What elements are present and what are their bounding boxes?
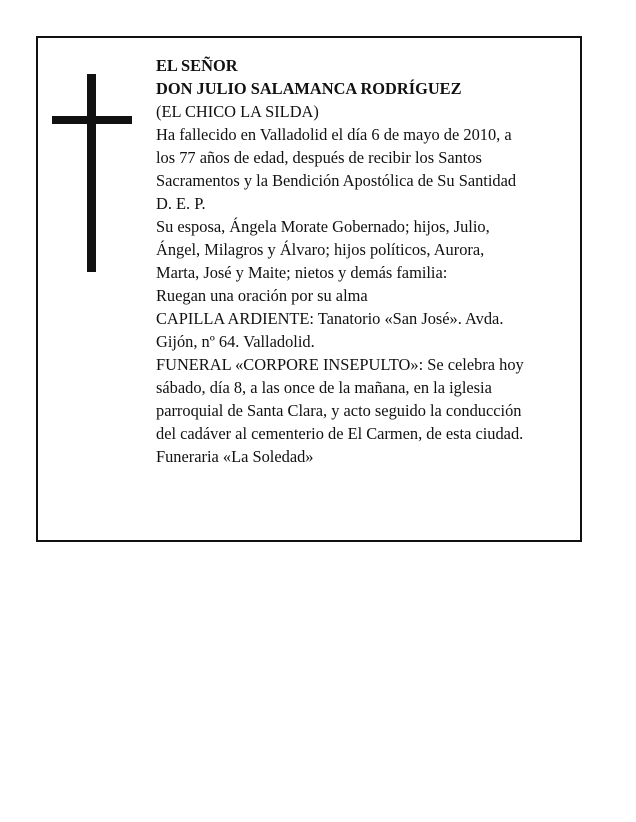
deceased-name: DON JULIO SALAMANCA RODRÍGUEZ: [156, 79, 462, 98]
notice-line: Marta, José y Maite; nietos y demás familia:: [156, 263, 448, 282]
notice-line: Su esposa, Ángela Morate Gobernado; hijos, Julio,: [156, 217, 490, 236]
notice-line: FUNERAL «CORPORE INSEPULTO»: Se celebra hoy: [156, 355, 524, 374]
obituary-text: [156, 54, 580, 468]
notice-line: Gijón, nº 64. Valladolid.: [156, 332, 315, 351]
notice-line: parroquial de Santa Clara, y acto seguido la conducción: [156, 401, 522, 420]
notice-line: Ha fallecido en Valladolid el día 6 de mayo de 2010, a: [156, 125, 512, 144]
notice-line: del cadáver al cementerio de El Carmen, de esta ciudad.: [156, 424, 524, 443]
obituary-notice: [36, 36, 582, 542]
deceased-nickname: (EL CHICO LA SILDA): [156, 102, 319, 121]
notice-line: Ruegan una oración por su alma: [156, 286, 368, 305]
notice-line: Sacramentos y la Bendición Apostólica de Su Santidad: [156, 171, 517, 190]
notice-line: Funeraria «La Soledad»: [156, 447, 314, 466]
title-line-1: EL SEÑOR: [156, 56, 238, 75]
notice-line: D. E. P.: [156, 194, 206, 213]
notice-line: sábado, día 8, a las once de la mañana, en la iglesia: [156, 378, 492, 397]
notice-line: los 77 años de edad, después de recibir los Santos: [156, 148, 482, 167]
notice-line: Ángel, Milagros y Álvaro; hijos políticos, Aurora,: [156, 240, 485, 259]
cross-vertical-bar: [87, 74, 96, 272]
notice-line: CAPILLA ARDIENTE: Tanatorio «San José». Avda.: [156, 309, 504, 328]
cross-horizontal-bar: [52, 116, 132, 124]
